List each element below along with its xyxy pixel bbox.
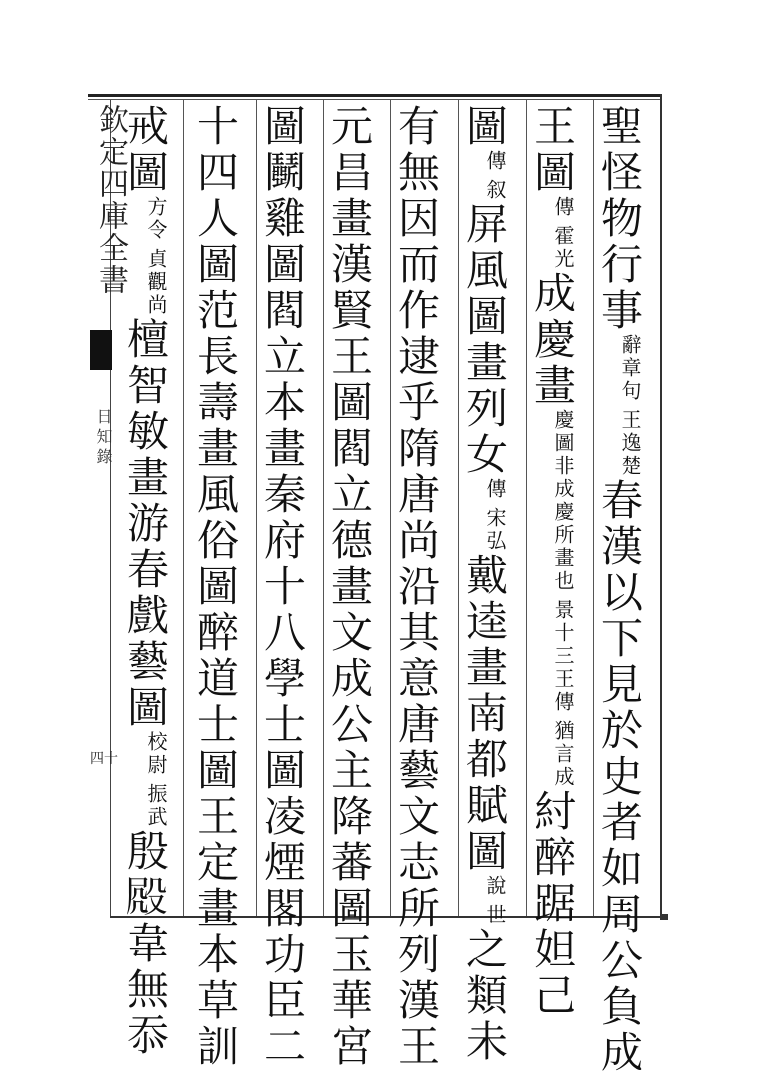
main-text: 紂醉踞妲己	[528, 789, 577, 1019]
main-text: 檀智敏畫游春戲藝圖	[121, 317, 170, 731]
main-text: 之類未	[460, 927, 509, 1065]
column-divider	[458, 100, 459, 916]
main-text: 聖怪物行事	[595, 104, 644, 334]
annotation-right-line: 景十三王傳	[551, 599, 575, 714]
corner-mark	[660, 914, 668, 920]
right-border	[660, 94, 662, 918]
book-name: 日知錄	[94, 408, 113, 468]
main-text: 有無因而作逮乎隋唐尚沿其意唐藝文志所列漢王	[392, 104, 441, 1070]
annotation-left-line: 傳	[483, 478, 507, 501]
text-column-4	[392, 104, 441, 1070]
column-divider	[593, 100, 594, 916]
main-text: 圖鬭雞圖閻立本畫秦府十八學士圖凌煙閣功臣二	[258, 104, 307, 1070]
main-text: 元昌畫漢賢王圖閻立德畫文成公主降蕃圖玉華宮	[325, 104, 374, 1070]
annotation-note	[485, 150, 505, 202]
column-divider	[323, 100, 324, 916]
top-border	[88, 94, 662, 97]
annotation-right-line: 叙	[483, 179, 507, 202]
text-column-3	[460, 104, 509, 1065]
annotation-note	[553, 409, 573, 714]
annotation-left-line: 辭章句	[618, 334, 642, 403]
text-column-6	[258, 104, 307, 1070]
annotation-note	[146, 731, 166, 829]
annotation-right-line: 貞觀尚	[144, 248, 168, 317]
annotation-note	[553, 196, 573, 271]
top-border-inner	[88, 99, 662, 100]
column-divider	[526, 100, 527, 916]
main-text: 屏風圖畫列女	[460, 202, 509, 478]
column-divider	[390, 100, 391, 916]
annotation-left-line: 慶圖非成慶所畫也	[551, 409, 575, 593]
annotation-note	[146, 196, 166, 317]
main-text: 成慶畫	[528, 271, 577, 409]
annotation-left-line: 說	[483, 875, 507, 898]
main-text: 春漢以下見於史者如周公負成	[595, 478, 644, 1076]
text-column-8	[121, 104, 170, 1059]
column-divider	[183, 100, 184, 916]
column-divider	[256, 100, 257, 916]
annotation-right-line: 霍光	[551, 225, 575, 271]
text-column-5	[325, 104, 374, 1070]
annotation-note	[485, 478, 505, 553]
annotation-note	[553, 714, 573, 789]
annotation-left-line: 校尉	[144, 731, 168, 777]
annotation-left-line: 傳	[483, 150, 507, 173]
annotation-right-line: 宋弘	[483, 507, 507, 553]
page-number: 四十	[90, 751, 118, 767]
annotation-left-line: 傳	[551, 196, 575, 219]
main-text: 戒圖	[121, 104, 170, 196]
annotation-note	[620, 334, 640, 478]
book-title: 欽定四庫全書	[93, 104, 128, 296]
main-text: 王圖	[528, 104, 577, 196]
annotation-right-line: 振武	[144, 783, 168, 829]
main-text: 殷𣪍韋無忝	[121, 829, 170, 1059]
main-text: 十四人圖范長壽畫風俗圖醉道士圖王定畫本草訓	[191, 104, 240, 1070]
annotation-note	[485, 875, 505, 927]
annotation-right-line: 世	[483, 904, 507, 927]
annotation-left-line: 方令	[144, 196, 168, 242]
annotation-right-line: 王逸楚	[618, 409, 642, 478]
text-column-1	[595, 104, 644, 1076]
text-column-2	[528, 104, 577, 1019]
main-text: 圖	[460, 104, 509, 150]
text-column-7	[191, 104, 240, 1070]
main-text: 戴逵畫南都賦圖	[460, 553, 509, 875]
annotation-right-line: 猶言成	[551, 720, 575, 789]
fishtail-mark	[90, 330, 112, 370]
